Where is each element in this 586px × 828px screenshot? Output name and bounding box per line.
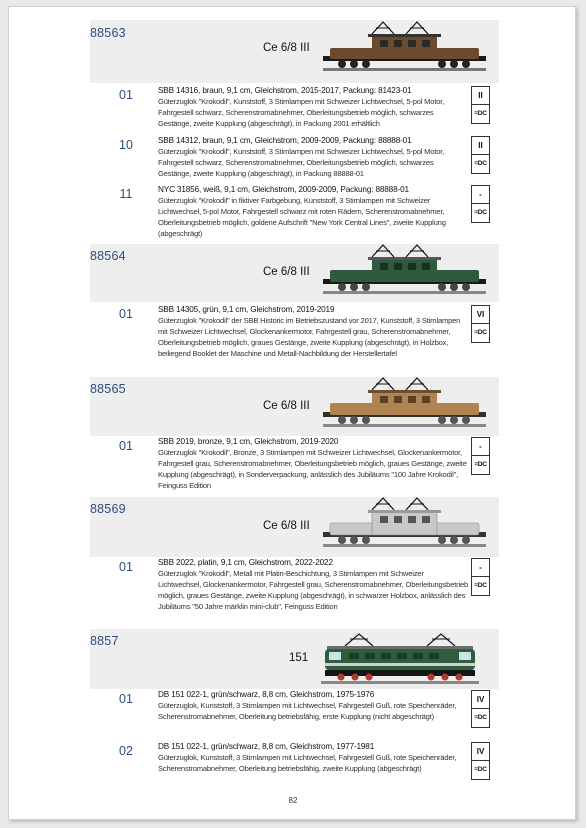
epoch-current-badge [471,305,490,343]
variant-headline: DB 151 022-1, grün/schwarz, 8,8 cm, Gleichstrom, 1975-1976 [158,690,375,699]
variant-number: 02 [119,744,133,758]
epoch-current-badge [471,742,490,780]
epoch-label: - [472,559,489,577]
article-number: 88569 [90,502,126,516]
crocodile-locomotive-image [320,376,489,434]
variant-number: 01 [119,560,133,574]
page-number: 82 [288,796,298,805]
epoch-label: II [472,87,489,105]
variant-headline: SBB 2022, platin, 9,1 cm, Gleichstrom, 2022-2022 [158,558,333,567]
variant-entry [158,304,468,359]
epoch-label: VI [472,306,489,324]
crocodile-locomotive-image [320,20,489,80]
variant-description: Güterzuglok, Kunststoff, 3 Stirnlampen mit Lichtwechsel, Fahrgestell Guß, rote Speichenräder, Scherenstromabnehmer, Oberleitung betriebsfähig, zweite Kupplung (abgeschrägt) [158,753,457,774]
variant-headline: SBB 14316, braun, 9,1 cm, Gleichstrom, 2015-2017, Packung: 81423-01 [158,86,412,95]
variant-number: 01 [119,692,133,706]
variant-headline: SBB 14312, braun, 9,1 cm, Gleichstrom, 2009-2009, Packung: 88888-01 [158,136,412,145]
epoch-current-badge [471,437,490,475]
epoch-current-badge [471,136,490,174]
variant-entry [158,184,468,239]
epoch-current-badge [471,185,490,223]
epoch-label: IV [472,743,489,761]
model-name: Ce 6/8 III [263,400,310,412]
model-name: Ce 6/8 III [263,520,310,532]
variant-number: 11 [119,187,133,201]
epoch-current-badge [471,558,490,596]
epoch-label: - [472,438,489,456]
current-type-label: =DC [474,209,487,216]
model-name: Ce 6/8 III [263,42,310,54]
variant-entry [158,85,468,129]
catalog-page [8,6,576,820]
variant-number: 10 [119,138,133,152]
crocodile-locomotive-image [320,243,489,301]
variant-entry [158,135,468,179]
current-type-label: =DC [474,110,487,117]
variant-description: Güterzuglok "Krokodil" in fiktiver Farbgebung, Kunststoff, 3 Stirnlampen mit Schweizer Lichtwechsel, 5-pol Motor, Fahrgestell schwarz mit roten Rädern, Scherenstromabnehmer, Oberleitungsbetrieb möglich, goldene Aufschrift "New York Central Lines", zweite Kupplung (abgeschrägt) [158,196,446,239]
current-type-label: =DC [474,766,487,773]
variant-description: Güterzuglok "Krokodil" der SBB Historic im Betriebszustand vor 2017, Kunststoff, 3 Stirnlampen mit Schweizer Lichtwechsel, Glockenankermotor, Fahrgestell grau, Scherenstromabnehmer, Oberleitungsbetrieb möglich, graues Gestänge, zweite Kupplung (abgeschrägt), in Holzbox, beiliegend Booklet der Maschine und Metall-Nachbildung der Herstellertafel [158,316,461,359]
article-number: 88563 [90,26,126,40]
variant-description: Güterzuglok "Krokodil", Bronze, 3 Stirnlampen mit Schweizer Lichtwechsel, Glockenankermotor, Fahrgestell grau, Scherenstromabnehmer, Oberleitungsbetrieb möglich, graues Gestänge, zweite Kupplung (abgeschrägt), in Sonderverpackung, anlässlich des Jubiläums "100 Jahre Krokodil", Feinguss Edition [158,448,467,491]
variant-description: Güterzuglok, Kunststoff, 3 Stirnlampen mit Lichtwechsel, Fahrgestell Guß, rote Speichenräder, Scherenstromabnehmer, Oberleitung betriebsfähig, erste Kupplung (nicht abgeschrägt) [158,701,457,722]
model-name: 151 [289,652,309,664]
variant-description: Güterzuglok "Krokodil", Kunststoff, 3 Stirnlampen mit Schweizer Lichtwechsel, 5-pol Motor, Fahrgestell schwarz, Scherenstromabnehmer, Oberleitungsbetrieb möglich, schwarzes Gestänge, zweite Kupplung (abgeschrägt), in Packung 88888-01 [158,147,445,179]
article-number: 88565 [90,382,126,396]
current-type-label: =DC [474,461,487,468]
variant-entry [158,557,468,612]
variant-entry [158,689,468,722]
current-type-label: =DC [474,160,487,167]
variant-entry [158,436,468,491]
article-number: 88564 [90,249,126,263]
current-type-label: =DC [474,582,487,589]
electric-locomotive-151-image [319,630,481,688]
crocodile-locomotive-image [320,496,489,554]
current-type-label: =DC [474,714,487,721]
variant-entry [158,741,468,774]
epoch-label: - [472,186,489,204]
epoch-current-badge [471,86,490,124]
variant-headline: DB 151 022-1, grün/schwarz, 8,8 cm, Gleichstrom, 1977-1981 [158,742,375,751]
epoch-label: II [472,137,489,155]
variant-headline: SBB 2019, bronze, 9,1 cm, Gleichstrom, 2019-2020 [158,437,339,446]
variant-headline: NYC 31856, weiß, 9,1 cm, Gleichstrom, 2009-2009, Packung: 88888-01 [158,185,409,194]
current-type-label: =DC [474,329,487,336]
variant-number: 01 [119,88,133,102]
variant-headline: SBB 14305, grün, 9,1 cm, Gleichstrom, 2019-2019 [158,305,335,314]
model-name: Ce 6/8 III [263,266,310,278]
variant-number: 01 [119,439,133,453]
variant-number: 01 [119,307,133,321]
epoch-current-badge [471,690,490,728]
variant-description: Güterzuglok "Krokodil", Metall mit Platin-Beschichtung, 3 Stirnlampen mit Schweizer Lichtwechsel, Glockenankermotor, Fahrgestell grau, Scherenstromabnehmer, Oberleitungsbetrieb möglich, graues Gestänge, zweite Kupplung (abgeschrägt), in schwarzer Holzbox, anlässlich des Jubiläums "50 Jahre märklin mini-club", Feinguss Edition [158,569,468,612]
epoch-label: IV [472,691,489,709]
article-number: 8857 [90,634,119,648]
variant-description: Güterzuglok "Krokodil", Kunststoff, 3 Stirnlampen mit Schweizer Lichtwechsel, 5-pol Motor, Fahrgestell schwarz, Scherenstromabnehmer, Oberleitungsbetrieb möglich, schwarzes Gestänge, zweite Kupplung (abgeschrägt), in Packung 2001 erhältlich [158,97,445,129]
